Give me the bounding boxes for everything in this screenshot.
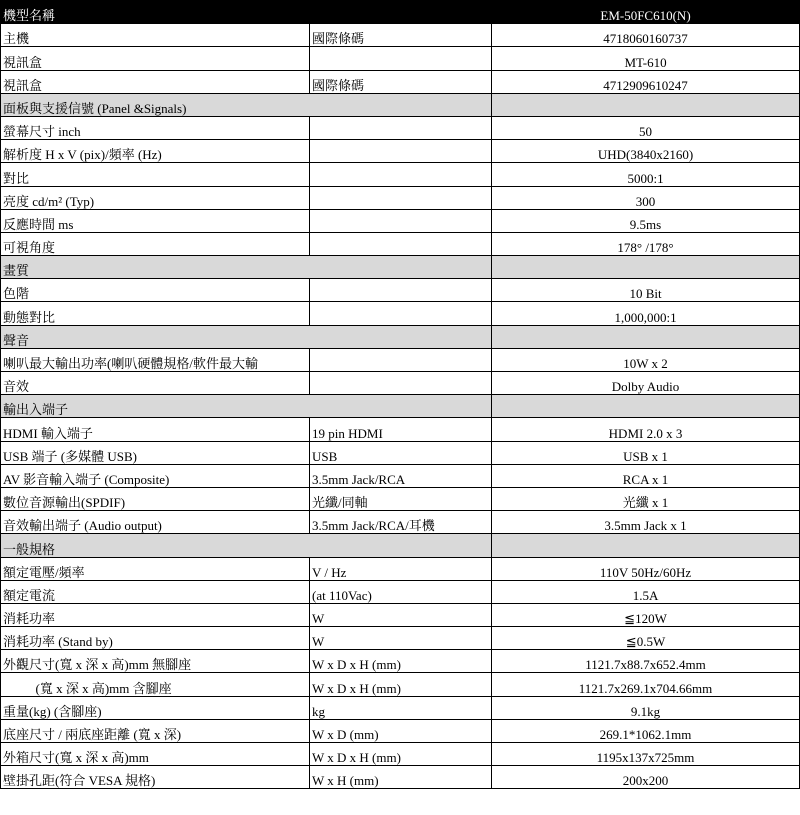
table-row [1,372,800,395]
spec-label: 亮度 cd/m² (Typ) [1,186,310,209]
spec-unit: W x D x H (mm) [310,743,492,766]
spec-label: 額定電壓/頻率 [1,557,310,580]
spec-value: Dolby Audio [492,372,800,395]
section-title: 一般規格 [1,534,492,557]
spec-unit [310,163,492,186]
table-row [1,116,800,139]
spec-value: 9.1kg [492,696,800,719]
spec-value: HDMI 2.0 x 3 [492,418,800,441]
table-row [1,279,800,302]
spec-value: ≦120W [492,603,800,626]
spec-label: 解析度 H x V (pix)/頻率 (Hz) [1,140,310,163]
section-title: 聲音 [1,325,492,348]
spec-label: 動態對比 [1,302,310,325]
table-row [1,209,800,232]
spec-unit [310,47,492,70]
spec-unit: V / Hz [310,557,492,580]
spec-value: ≦0.5W [492,627,800,650]
section-blank-cell [492,534,800,557]
spec-label: 數位音源輸出(SPDIF) [1,487,310,510]
spec-unit: (at 110Vac) [310,580,492,603]
spec-value: 110V 50Hz/60Hz [492,557,800,580]
spec-unit: 3.5mm Jack/RCA [310,464,492,487]
spec-value: 300 [492,186,800,209]
spec-label: 音效輸出端子 (Audio output) [1,511,310,534]
spec-label: 底座尺寸 / 兩底座距離 (寬 x 深) [1,719,310,742]
spec-label: 壁掛孔距(符合 VESA 規格) [1,766,310,789]
table-row [1,743,800,766]
spec-value: 4718060160737 [492,24,800,47]
spec-value: 1,000,000:1 [492,302,800,325]
section-header-row [1,325,800,348]
spec-value: 9.5ms [492,209,800,232]
table-row [1,163,800,186]
section-header-row [1,534,800,557]
spec-unit: W x H (mm) [310,766,492,789]
table-row [1,24,800,47]
table-row [1,47,800,70]
spec-label: HDMI 輸入端子 [1,418,310,441]
spec-label: 外箱尺寸(寬 x 深 x 高)mm [1,743,310,766]
section-header-row [1,256,800,279]
spec-label: 音效 [1,372,310,395]
spec-value: 269.1*1062.1mm [492,719,800,742]
spec-label: 對比 [1,163,310,186]
spec-value: 50 [492,116,800,139]
spec-label: 消耗功率 [1,603,310,626]
spec-value: 3.5mm Jack x 1 [492,511,800,534]
spec-unit [310,348,492,371]
spec-unit: W [310,627,492,650]
spec-label: USB 端子 (多媒體 USB) [1,441,310,464]
spec-unit: W [310,603,492,626]
section-blank-cell [492,325,800,348]
table-row [1,302,800,325]
spec-label: 反應時間 ms [1,209,310,232]
spec-unit: W x D (mm) [310,719,492,742]
spec-value: 200x200 [492,766,800,789]
table-row [1,418,800,441]
spec-unit: USB [310,441,492,464]
spec-label: 色階 [1,279,310,302]
spec-label: 視訊盒 [1,47,310,70]
spec-unit [310,372,492,395]
table-header-row [1,1,800,24]
spec-label: AV 影音輸入端子 (Composite) [1,464,310,487]
section-title: 畫質 [1,256,492,279]
section-header-row [1,395,800,418]
section-blank-cell [492,395,800,418]
spec-label: 額定電流 [1,580,310,603]
spec-label: 外觀尺寸(寬 x 深 x 高)mm 無腳座 [1,650,310,673]
spec-unit: kg [310,696,492,719]
table-row [1,511,800,534]
table-row [1,627,800,650]
spec-unit: 19 pin HDMI [310,418,492,441]
spec-unit [310,302,492,325]
spec-value: MT-610 [492,47,800,70]
section-title: 面板與支援信號 (Panel &Signals) [1,93,492,116]
section-blank-cell [492,256,800,279]
spec-value: RCA x 1 [492,464,800,487]
table-row [1,441,800,464]
spec-label: 螢幕尺寸 inch [1,116,310,139]
table-row [1,603,800,626]
spec-unit [310,140,492,163]
spec-value: 10W x 2 [492,348,800,371]
spec-value: 1.5A [492,580,800,603]
table-row [1,140,800,163]
spec-value: 1121.7x269.1x704.66mm [492,673,800,696]
table-row [1,186,800,209]
spec-unit [310,186,492,209]
spec-unit: W x D x H (mm) [310,650,492,673]
spec-value: 10 Bit [492,279,800,302]
spec-unit: 光纖/同軸 [310,487,492,510]
table-row [1,70,800,93]
spec-label: 重量(kg) (含腳座) [1,696,310,719]
spec-unit: W x D x H (mm) [310,673,492,696]
table-row [1,464,800,487]
spec-unit: 國際條碼 [310,70,492,93]
spec-unit: 國際條碼 [310,24,492,47]
section-title: 輸出入端子 [1,395,492,418]
spec-value: 178° /178° [492,232,800,255]
table-row [1,696,800,719]
table-row [1,348,800,371]
model-name-label: 機型名稱 [1,1,492,24]
spec-unit [310,116,492,139]
table-row [1,673,800,696]
table-row [1,487,800,510]
table-row [1,650,800,673]
spec-value: 光纖 x 1 [492,487,800,510]
table-row [1,766,800,789]
spec-value: 1121.7x88.7x652.4mm [492,650,800,673]
table-row [1,232,800,255]
section-header-row [1,93,800,116]
spec-value: USB x 1 [492,441,800,464]
spec-label: 可視角度 [1,232,310,255]
spec-label: 視訊盒 [1,70,310,93]
spec-label: 主機 [1,24,310,47]
spec-unit: 3.5mm Jack/RCA/耳機 [310,511,492,534]
spec-label: (寬 x 深 x 高)mm 含腳座 [1,673,310,696]
table-row [1,557,800,580]
spec-value: 4712909610247 [492,70,800,93]
table-row [1,580,800,603]
section-blank-cell [492,93,800,116]
model-name-value: EM-50FC610(N) [492,1,800,24]
spec-unit [310,232,492,255]
spec-value: 1195x137x725mm [492,743,800,766]
spec-label: 消耗功率 (Stand by) [1,627,310,650]
spec-unit [310,279,492,302]
spec-value: 5000:1 [492,163,800,186]
spec-unit [310,209,492,232]
spec-label: 喇叭最大輸出功率(喇叭硬體規格/軟件最大輸 [1,348,310,371]
spec-value: UHD(3840x2160) [492,140,800,163]
table-row [1,719,800,742]
